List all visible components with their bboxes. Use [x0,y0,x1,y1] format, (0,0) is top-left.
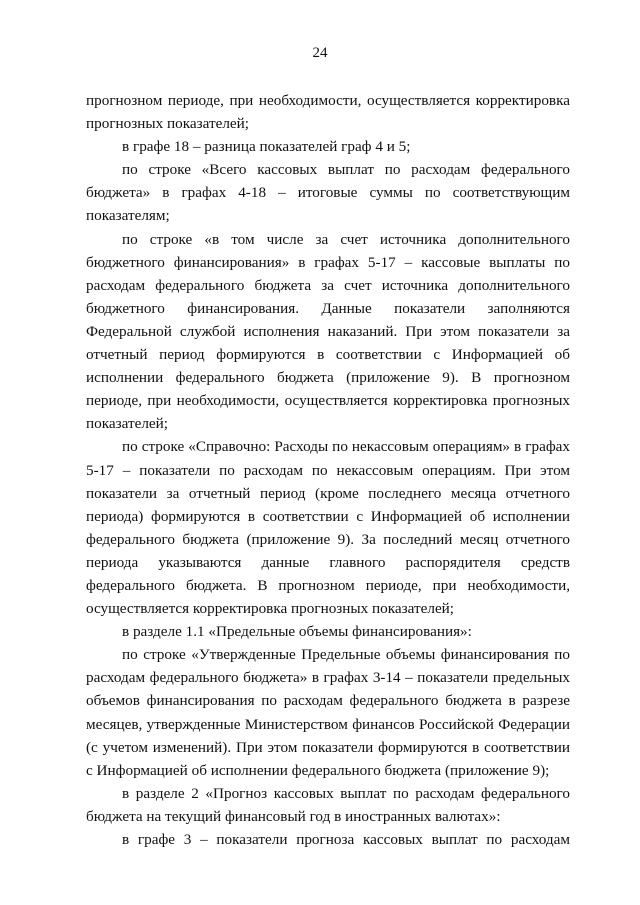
paragraph-total-payments: по строке «Всего кассовых выплат по расходам федерального бюджета» в графах 4-18 – итоговые суммы по соответствующим показателям; [86,161,570,225]
page-number: 24 [312,45,328,61]
paragraph-column-18: в графе 18 – разница показателей граф 4 и 5; [122,138,411,156]
paragraph-section-2: в разделе 2 «Прогноз кассовых выплат по расходам федерального бюджета на текущий финансовый год в иностранных валютах»: [86,784,570,825]
document-body [86,89,570,851]
paragraph-non-cash-operations: по строке «Справочно: Расходы по некассовым операциям» в графах 5-17 – показатели по расходам по некассовым операциям. При этом показатели за отчетный период (кроме последнего месяца отчетного периода) формируются в соответствии с Информацией об исполнении федерального бюджета (приложение 9). За последний месяц отчетного периода указываются данные главного распорядителя средств федерального бюджета. В прогнозном периоде, при необходимости, осуществляется корректировка прогнозных показателей; [86,438,570,618]
paragraph-approved-limits: по строке «Утвержденные Предельные объемы финансирования по расходам федерального бюджета» в графах 3-14 – показатели предельных объемов финансирования по расходам федерального бюджета в разрезе месяцев, утвержденные Министерством финансов Российской Федерации (с учетом изменений). При этом показатели формируются в соответствии с Информацией об исполнении федерального бюджета (приложение 9); [86,646,570,779]
paragraph-additional-financing: по строке «в том числе за счет источника дополнительного бюджетного финансирования» в графах 5-17 – кассовые выплаты по расходам федерального бюджета за счет источника дополнительного бюджетного финансирования. Данные показатели заполняются Федеральной службой исполнения наказаний. При этом показатели за отчетный период формируются в соответствии с Информацией об исполнении федерального бюджета (приложение 9). В прогнозном периоде, при необходимости, осуществляется корректировка прогнозных показателей; [86,230,570,433]
paragraph-continuation: прогнозном периоде, при необходимости, осуществляется корректировка прогнозных показателей; [86,92,570,133]
paragraph-column-3: в графе 3 – показатели прогноза кассовых выплат по расходам [122,831,570,848]
paragraph-section-1-1: в разделе 1.1 «Предельные объемы финансирования»: [122,623,472,641]
